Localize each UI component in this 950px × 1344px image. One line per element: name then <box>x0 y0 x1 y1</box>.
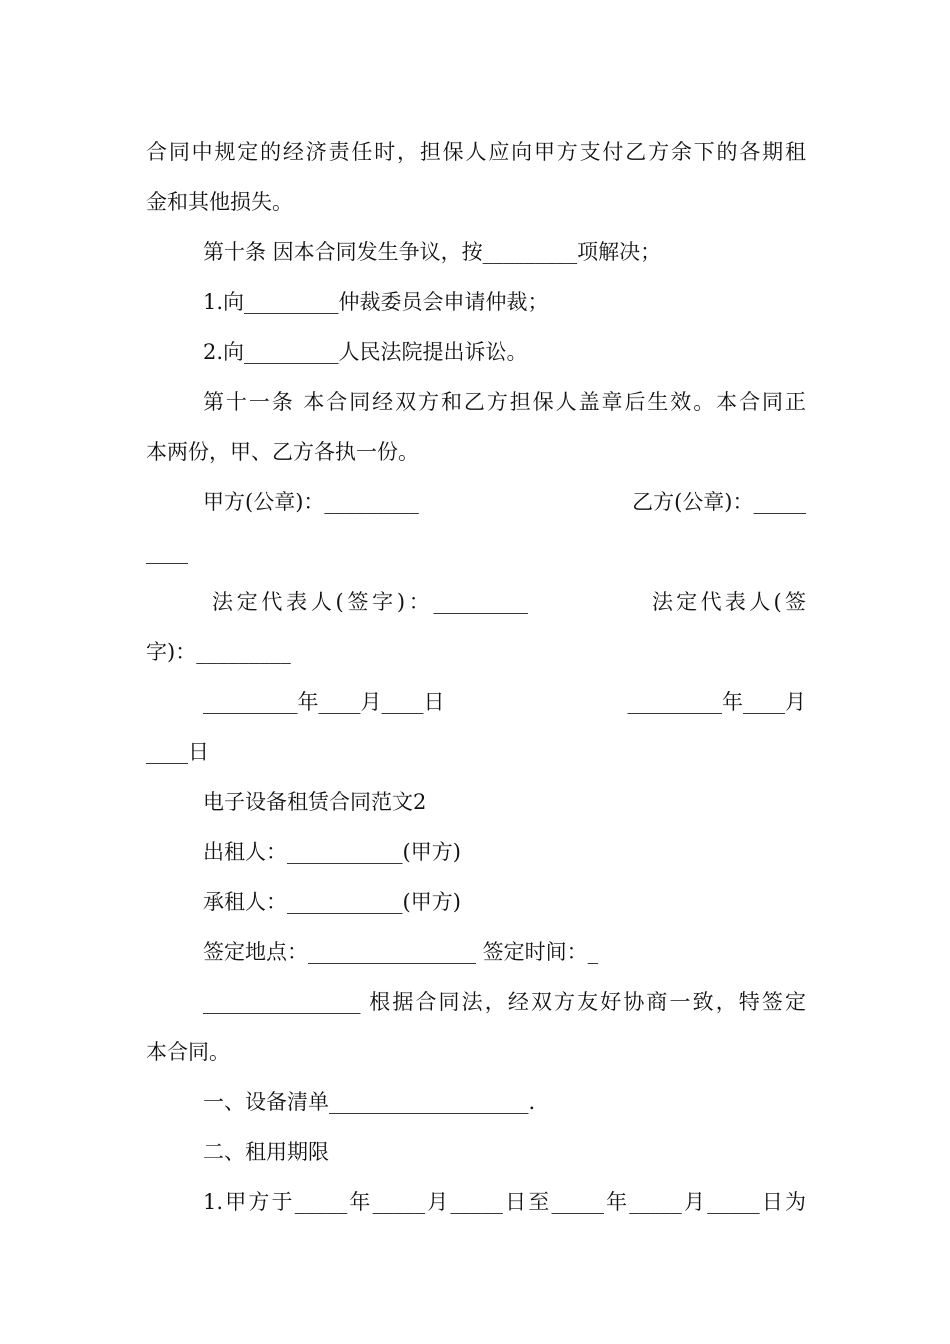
rental-period-item: 1.甲方于_____年_____月_____日至_____年_____月_____日为 <box>203 1190 806 1214</box>
text-line <box>0 936 950 968</box>
article-11-heading: 第十一条 本合同经双方和乙方担保人盖章后生效。本合同正 <box>203 390 806 414</box>
text-line <box>0 586 950 618</box>
text-line <box>0 286 950 318</box>
party-b-seal-line: 乙方(公章)：_____ <box>632 490 806 514</box>
text-line <box>0 136 950 168</box>
text-line <box>0 636 950 668</box>
party-a-representative-line: 法定代表人(签字)：_________ <box>212 590 528 614</box>
text-line <box>0 486 950 518</box>
text-line <box>0 536 950 568</box>
section-title: 电子设备租赁合同范文2 <box>203 790 427 814</box>
signature-blank-line: 字)：_________ <box>146 640 291 664</box>
paragraph-line: _______________ 根据合同法，经双方友好协商一致，特签定 <box>203 990 806 1014</box>
lessor-line: 出租人：___________(甲方) <box>203 840 461 864</box>
text-line <box>0 886 950 918</box>
party-b-representative-line: 法定代表人(签 <box>652 590 806 614</box>
paragraph-line: 合同中规定的经济责任时，担保人应向甲方支付乙方余下的各期租 <box>146 140 806 164</box>
text-line <box>0 186 950 218</box>
text-line <box>0 436 950 468</box>
text-line <box>0 1186 950 1218</box>
paragraph-line: 金和其他损失。 <box>146 190 293 214</box>
date-blank-line: ____日 <box>146 740 209 764</box>
list-item: 2.向_________人民法院提出诉讼。 <box>203 340 528 364</box>
text-line <box>0 1086 950 1118</box>
article-10-heading: 第十条 因本合同发生争议，按_________项解决； <box>203 240 662 264</box>
text-line <box>0 386 950 418</box>
equipment-list-heading: 一、设备清单___________________. <box>203 1090 536 1114</box>
paragraph-line: 本合同。 <box>146 1040 230 1064</box>
blank-line: ____ <box>146 540 188 564</box>
party-a-date-line: _________年____月____日 <box>203 690 445 714</box>
text-line <box>0 236 950 268</box>
list-item: 1.向_________仲裁委员会申请仲裁； <box>203 290 549 314</box>
text-line <box>0 1136 950 1168</box>
text-line <box>0 986 950 1018</box>
text-line <box>0 336 950 368</box>
signing-place-time-line: 签定地点：________________ 签定时间：_ <box>203 940 599 964</box>
paragraph-line: 本两份，甲、乙方各执一份。 <box>146 440 419 464</box>
text-line <box>0 836 950 868</box>
rental-period-heading: 二、租用期限 <box>203 1140 329 1164</box>
party-b-date-line: _________年____月 <box>627 690 806 714</box>
text-line <box>0 736 950 768</box>
party-a-seal-line: 甲方(公章)：_________ <box>203 490 419 514</box>
text-line <box>0 1036 950 1068</box>
text-line <box>0 686 950 718</box>
lessee-line: 承租人：___________(甲方) <box>203 890 461 914</box>
text-line <box>0 786 950 818</box>
